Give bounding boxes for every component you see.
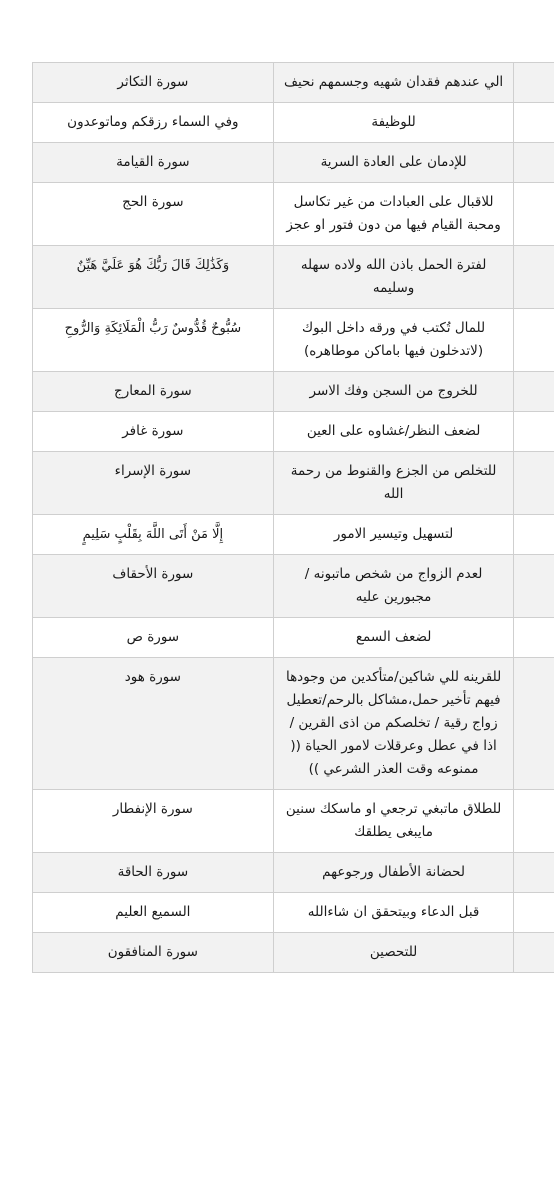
need-cell: لفترة الحمل باذن الله ولاده سهله وسليمه <box>273 246 514 309</box>
table-row <box>33 618 554 658</box>
table-row <box>33 63 554 103</box>
remedy-cell: سورة الأحقاف <box>33 555 274 618</box>
empty-cell <box>514 658 554 790</box>
remedy-cell: السميع العليم <box>33 893 274 933</box>
remedy-cell: سورة الإسراء <box>33 452 274 515</box>
need-cell: للمال تُكتب في ورقه داخل البوك (لاتدخلون فيها باماكن موطاهره) <box>273 309 514 372</box>
empty-cell <box>514 183 554 246</box>
empty-cell <box>514 63 554 103</box>
table-body <box>33 63 554 973</box>
table-row <box>33 143 554 183</box>
remedy-cell: سورة المعارج <box>33 372 274 412</box>
table-row <box>33 853 554 893</box>
table-row <box>33 515 554 555</box>
table-row <box>33 790 554 853</box>
empty-cell <box>514 515 554 555</box>
empty-cell <box>514 412 554 452</box>
empty-cell <box>514 618 554 658</box>
table-row <box>33 246 554 309</box>
table-row <box>33 412 554 452</box>
remedy-cell: سورة التكاثر <box>33 63 274 103</box>
need-cell: للإدمان على العادة السرية <box>273 143 514 183</box>
remedy-cell: سورة هود <box>33 658 274 790</box>
need-cell: لضعف السمع <box>273 618 514 658</box>
empty-cell <box>514 790 554 853</box>
empty-cell <box>514 452 554 515</box>
remedy-cell: سورة الحج <box>33 183 274 246</box>
remedy-cell: سورة الإنفطار <box>33 790 274 853</box>
table-row <box>33 893 554 933</box>
need-cell: قبل الدعاء وبيتحقق ان شاءالله <box>273 893 514 933</box>
table-row <box>33 183 554 246</box>
table-row <box>33 372 554 412</box>
table-row <box>33 452 554 515</box>
empty-cell <box>514 555 554 618</box>
need-cell: لضعف النظر/غشاوه على العين <box>273 412 514 452</box>
remedy-cell: إِلَّا مَنْ أَتَى اللَّهَ بِقَلْبٍ سَلِيمٍ <box>33 515 274 555</box>
empty-cell <box>514 246 554 309</box>
table-row <box>33 309 554 372</box>
empty-cell <box>514 893 554 933</box>
remedy-cell: سورة المنافقون <box>33 933 274 973</box>
need-cell: للتحصين <box>273 933 514 973</box>
need-cell: للاقبال على العبادات من غير تكاسل ومحبة القيام فيها من دون فتور او عجز <box>273 183 514 246</box>
table-row <box>33 555 554 618</box>
need-cell: لحضانة الأطفال ورجوعهم <box>273 853 514 893</box>
remedy-cell: سُبُّوحٌ قُدُّوسٌ رَبُّ الْمَلَائِكَةِ وَالرُّوحِ <box>33 309 274 372</box>
remedy-cell: وَكَذَٰلِكَ قَالَ رَبُّكَ هُوَ عَلَيَّ هَيِّنٌ <box>33 246 274 309</box>
need-cell: للخروج من السجن وفك الاسر <box>273 372 514 412</box>
table-row <box>33 103 554 143</box>
empty-cell <box>514 103 554 143</box>
empty-cell <box>514 372 554 412</box>
remedy-cell: سورة ص <box>33 618 274 658</box>
empty-cell <box>514 933 554 973</box>
need-cell: لتسهيل وتيسير الامور <box>273 515 514 555</box>
need-cell: الي عندهم فقدان شهيه وجسمهم نحيف <box>273 63 514 103</box>
empty-cell <box>514 143 554 183</box>
remedy-cell: سورة الحاقة <box>33 853 274 893</box>
need-cell: للقرينه للي شاكين/متأكدين من وجودها فيهم تأخير حمل،مشاكل بالرحم/تعطيل زواج رقية / تخلصكم من اذى القرين / اذا في عطل وعرقلات لامور الحياة (( ممنوعه وقت العذر الشرعي )) <box>273 658 514 790</box>
remedy-cell: وفي السماء رزقكم وماتوعدون <box>33 103 274 143</box>
table-row <box>33 933 554 973</box>
remedies-table-container <box>32 62 554 1122</box>
remedy-cell: سورة القيامة <box>33 143 274 183</box>
need-cell: للوظيفة <box>273 103 514 143</box>
table-row <box>33 658 554 790</box>
need-cell: لعدم الزواج من شخص ماتبونه / مجبورين عليه <box>273 555 514 618</box>
need-cell: للطلاق ماتبغي ترجعي او ماسكك سنين مايبغى يطلقك <box>273 790 514 853</box>
need-cell: للتخلص من الجزع والقنوط من رحمة الله <box>273 452 514 515</box>
remedies-table <box>32 62 554 973</box>
empty-cell <box>514 853 554 893</box>
empty-cell <box>514 309 554 372</box>
remedy-cell: سورة غافر <box>33 412 274 452</box>
